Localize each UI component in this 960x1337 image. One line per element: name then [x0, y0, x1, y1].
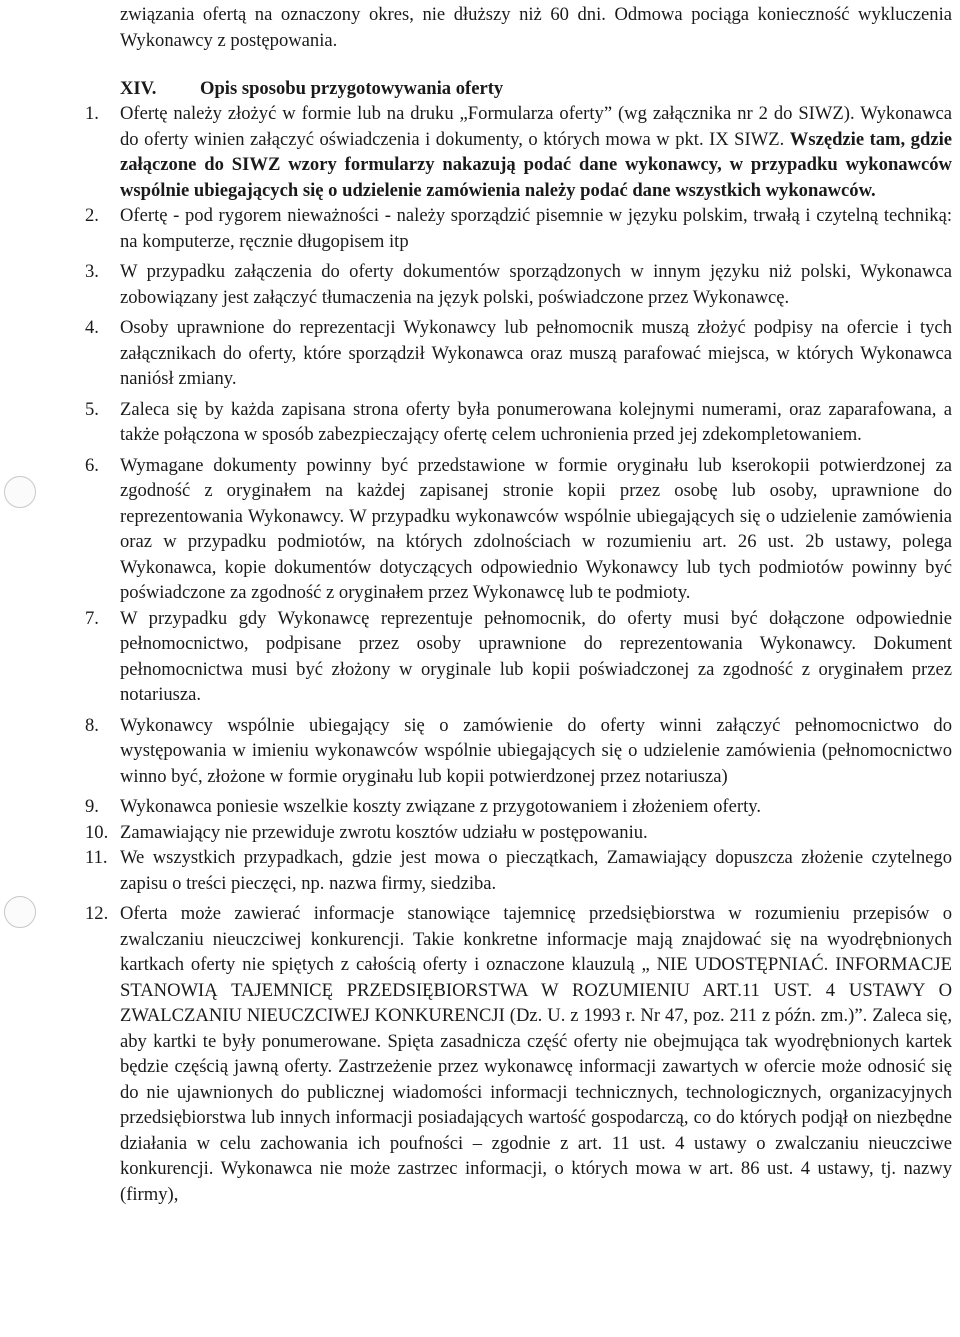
item-text: Wykonawca poniesie wszelkie koszty związane z przygotowaniem i złożeniem oferty.	[120, 796, 761, 817]
list-item	[85, 259, 952, 310]
section-title: Opis sposobu przygotowywania oferty	[200, 78, 504, 99]
item-number: 3.	[85, 261, 99, 282]
item-text: Zamawiający nie przewiduje zwrotu kosztów udziału w postępowaniu.	[120, 821, 648, 843]
list-item	[85, 453, 952, 606]
item-number: 12.	[85, 903, 109, 924]
item-number: 11.	[85, 847, 108, 868]
list-item	[85, 606, 952, 708]
list-item	[85, 203, 952, 254]
section-number: XIV.	[120, 78, 157, 99]
item-text: Ofertę - pod rygorem nieważności - należy sporządzić pisemnie w języku polskim, trwałą i czytelną techniką: na komputerze, ręcznie długopisem itp	[120, 205, 952, 252]
list-item	[85, 315, 952, 392]
item-number: 7.	[85, 607, 99, 629]
item-text: We wszystkich przypadkach, gdzie jest mowa o pieczątkach, Zamawiający dopuszcza złożenie czytelnego zapisu o treści pieczęci, np. nazwa firmy, siedziba.	[120, 847, 952, 894]
item-number: 4.	[85, 317, 99, 338]
item-number: 8.	[85, 714, 99, 736]
punch-hole	[4, 896, 36, 928]
item-number: 5.	[85, 398, 99, 420]
item-text-bold: Wszędzie tam, gdzie załączone do SIWZ wzory formularzy nakazują podać dane wykonawcy, w przypadku wykonawców wspólnie ubiegających się o udzielenie zamówienia należy podać dane wszystkich wykonawców.	[120, 128, 952, 201]
item-text: Osoby uprawnione do reprezentacji Wykonawcy lub pełnomocnik muszą złożyć podpisy na ofercie i tych załącznikach do oferty, które sporządził Wykonawca oraz muszą parafować miejsca, w których Wykonawca naniósł zmiany.	[120, 317, 952, 389]
list-item	[85, 397, 952, 448]
item-text	[120, 101, 952, 203]
list-item	[85, 713, 952, 790]
list-item	[85, 901, 952, 1207]
intro-paragraph: związania ofertą na oznaczony okres, nie dłuższy niż 60 dni. Odmowa pociąga konieczność wykluczenia Wykonawcy z postępowania.	[120, 4, 952, 51]
list-item	[85, 845, 952, 896]
list-item	[85, 101, 952, 203]
list-item	[85, 794, 952, 820]
section-heading	[120, 76, 952, 102]
punch-hole	[4, 476, 36, 508]
item-number: 9.	[85, 796, 99, 817]
item-number: 1.	[85, 103, 99, 124]
item-text: Wykonawcy wspólnie ubiegający się o zamówienie do oferty winni załączyć pełnomocnictwo do występowania w imieniu wykonawców wspólnie ubiegających się o udzielenie zamówienia (pełnomocnictwo winno być, złożone w formie oryginału lub kopii potwierdzonej przez notariusza)	[120, 714, 952, 787]
list-item	[85, 820, 952, 846]
item-number: 10.	[85, 821, 109, 843]
item-text: W przypadku gdy Wykonawcę reprezentuje pełnomocnik, do oferty musi być dołączone odpowiednie pełnomocnictwo, podpisane przez osoby uprawnione do reprezentowania Wykonawcy. Dokument pełnomocnictwa musi być złożony w oryginale lub kopii poświadczonej za zgodność z oryginałem przez notariusza.	[120, 607, 952, 705]
item-text: Zaleca się by każda zapisana strona oferty była ponumerowana kolejnymi numerami, oraz zaparafowana, a także połączona w sposób zabezpieczający ofertę celem uchronienia przed jej zdekompletowaniem.	[120, 398, 952, 445]
item-number: 6.	[85, 454, 99, 476]
numbered-list	[85, 101, 952, 1207]
item-text-regular: Ofertę należy złożyć w formie lub na druku „Formularza oferty” (wg załącznika nr 2 do SIWZ). Wykonawca do oferty winien załączyć oświadczenia i dokumenty, o których mowa w pkt. IX SIWZ.	[120, 103, 952, 150]
item-number: 2.	[85, 205, 99, 226]
item-text: Oferta może zawierać informacje stanowiące tajemnicę przedsiębiorstwa w rozumieniu przepisów o zwalczaniu nieuczciwej konkurencji. Takie konkretne informacje mają znajdować się na wyodrębnionych kartkach oferty nie spiętych z całością oferty i oznaczone klauzulą „ NIE UDOSTĘPNIAĆ. INFORMACJE STANOWIĄ TAJEMNICĘ PRZEDSIĘBIORSTWA W ROZUMIENIU ART.11 UST. 4 USTAWY O ZWALCZANIU NIEUCZCIWEJ KONKURENCJI (Dz. U. z 1993 r. Nr 47, poz. 211 z późn. zm.)”. Zaleca się, aby kartki te były ponumerowane. Spięta zasadnicza część oferty nie obejmująca tak wyodrębnionych kartek będzie częścią jawną oferty. Zastrzeżenie przez wykonawcę informacji zawartych w ofercie może odnosić się do nie ujawnionych do publicznej wiadomości informacji technicznych, technologicznych, organizacyjnych przedsiębiorstwa lub innych informacji posiadających wartość gospodarczą, co do których podjął on niezbędne działania w celu zachowania ich poufności – zgodnie z art. 11 ust. 4 ustawy o zwalczaniu nieuczciwe konkurencji. Wykonawca nie może zastrzec informacji, o których mowa w art. 86 ust. 4 ustawy, tj. nazwy (firmy),	[120, 903, 952, 1205]
item-text: Wymagane dokumenty powinny być przedstawione w formie oryginału lub kserokopii potwierdzonej za zgodność z oryginałem na każdej zapisanej stronie kopii przez osobę lub osoby, uprawnione do reprezentowania Wykonawcy. W przypadku wykonawców wspólnie ubiegających się o udzielenie zamówienia oraz w przypadku podmiotów, na których zdolnościach w rozumieniu art. 26 ust. 2b ustawy, polega Wykonawca, kopie dokumentów dotyczących odpowiednio Wykonawcy lub tych podmiotów powinny być poświadczone za zgodność z oryginałem przez Wykonawcę lub te podmioty.	[120, 454, 952, 603]
item-text: W przypadku załączenia do oferty dokumentów sporządzonych w innym języku niż polski, Wykonawca zobowiązany jest załączyć tłumaczenia na język polski, poświadczone przez Wykonawcę.	[120, 261, 952, 308]
